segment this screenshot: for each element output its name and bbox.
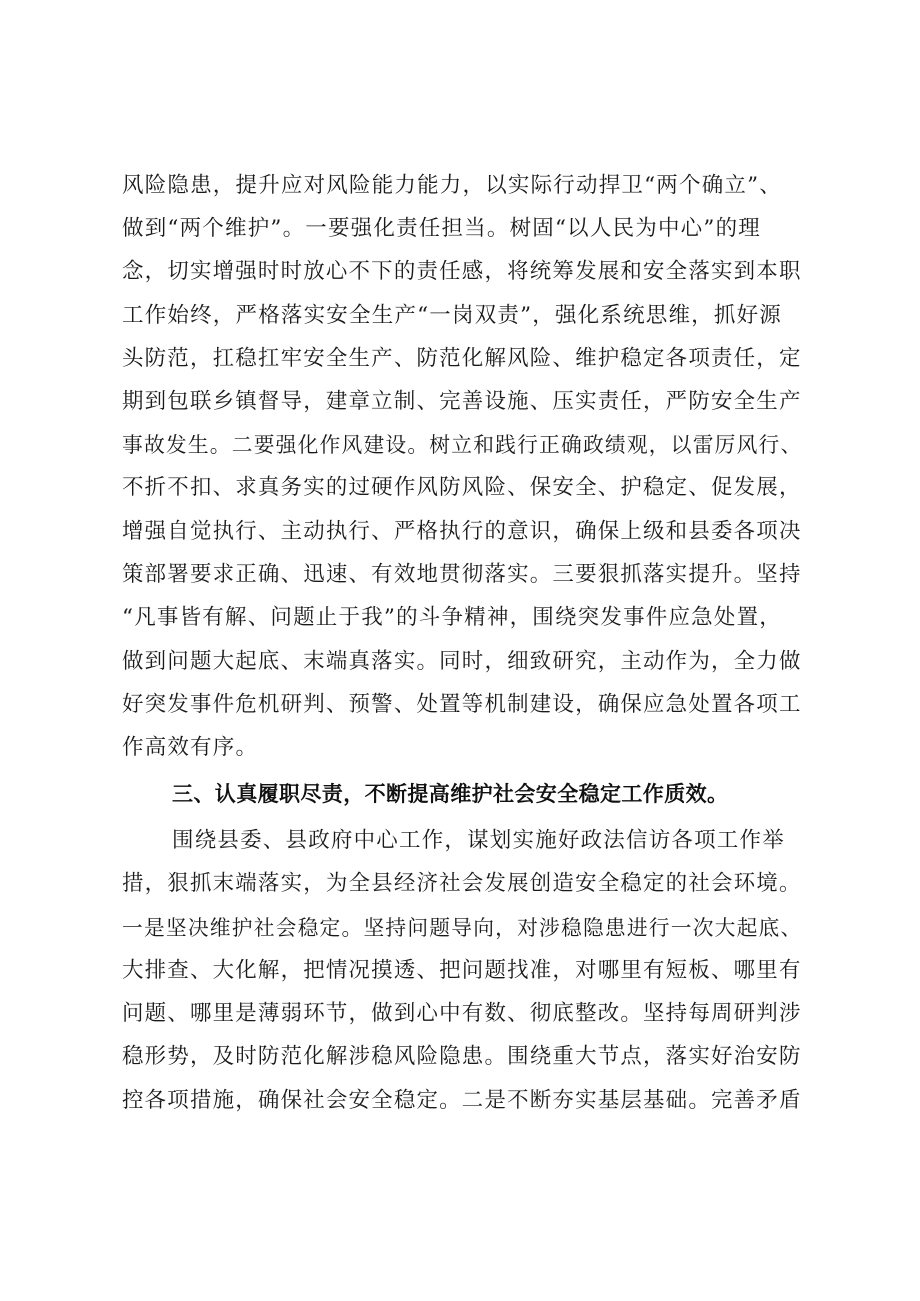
- paragraph-line: 工作始终，严格落实安全生产“一岗双责”，强化系统思维，抓好源: [122, 303, 782, 328]
- paragraph-line: 作高效有序。: [122, 735, 259, 760]
- paragraph-line: 大排查、大化解，把情况摸透、把问题找准，对哪里有短板、哪里有: [122, 958, 802, 983]
- paragraph-line: 好突发事件危机研判、预警、处置等机制建设，确保应急处置各项工: [122, 692, 802, 717]
- paragraph-line: 增强自觉执行、主动执行、严格执行的意识，确保上级和县委各项决: [122, 519, 802, 544]
- paragraph-line: 策部署要求正确、迅速、有效地贯彻落实。三要狠抓落实提升。坚持: [122, 562, 802, 587]
- paragraph-line: 稳形势，及时防范化解涉稳风险隐患。围绕重大节点，落实好治安防: [122, 1044, 802, 1069]
- paragraph-line: “凡事皆有解、问题止于我”的斗争精神，围绕突发事件应急处置，: [122, 605, 782, 630]
- section-heading: 三、认真履职尽责，不断提高维护社会安全稳定工作质效。: [172, 782, 729, 806]
- paragraph-line: 措，狠抓末端落实，为全县经济社会发展创造安全稳定的社会环境。: [122, 871, 802, 896]
- paragraph-line: 事故发生。二要强化作风建设。树立和践行正确政绩观，以雷厉风行、: [122, 433, 803, 457]
- paragraph-line: 一是坚决维护社会稳定。坚持问题导向，对涉稳隐患进行一次大起底、: [122, 916, 803, 940]
- paragraph-line: 控各项措施，确保社会安全稳定。二是不断夯实基层基础。完善矛盾: [122, 1088, 802, 1113]
- paragraph-line: 期到包联乡镇督导，建章立制、完善设施、压实责任，严防安全生产: [122, 389, 802, 414]
- paragraph-line: 做到“两个维护”。一要强化责任担当。树固“以人民为中心”的理: [122, 216, 761, 241]
- paragraph-line: 风险隐患，提升应对风险能力能力，以实际行动捍卫“两个确立”、: [122, 173, 782, 198]
- paragraph-line: 问题、哪里是薄弱环节，做到心中有数、彻底整改。坚持每周研判涉: [122, 1001, 802, 1026]
- paragraph-line: 围绕县委、县政府中心工作，谋划实施好政法信访各项工作举: [172, 828, 785, 853]
- paragraph-line: 不折不扣、求真务实的过硬作风防风险、保安全、护稳定、促发展，: [122, 475, 802, 500]
- paragraph-line: 头防范，扛稳扛牢安全生产、防范化解风险、维护稳定各项责任，定: [122, 346, 802, 371]
- paragraph-line: 念，切实增强时时放心不下的责任感，将统筹发展和安全落实到本职: [122, 259, 802, 284]
- paragraph-line: 做到问题大起底、末端真落实。同时，细致研究，主动作为，全力做: [122, 649, 802, 674]
